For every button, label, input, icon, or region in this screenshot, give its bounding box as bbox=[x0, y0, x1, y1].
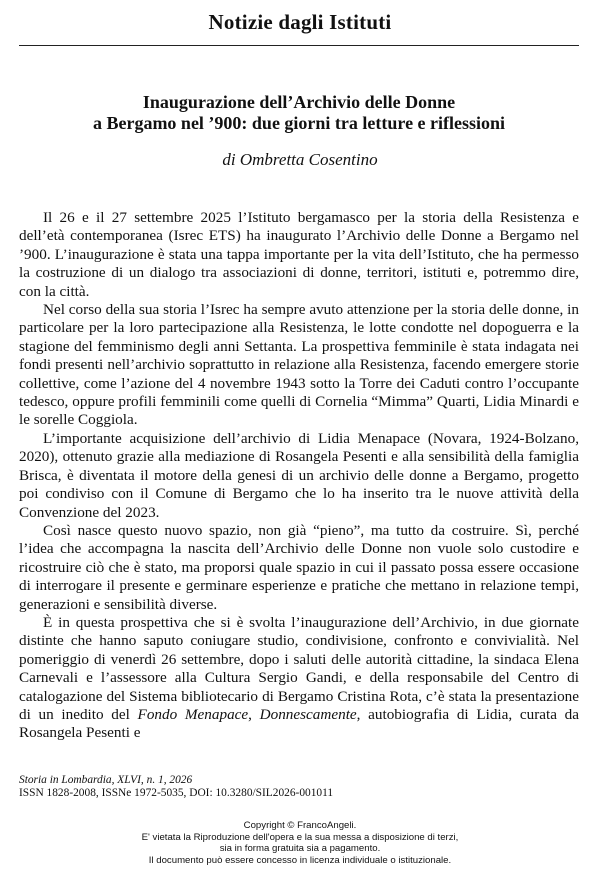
article-title-line-2: a Bergamo nel ’900: due giorni tra letture e riflessioni bbox=[92, 113, 506, 133]
paragraph: Nel corso della sua storia l’Isrec ha sempre avuto attenzione per la storia delle donne, in particolare per la loro partecipazione alla Resistenza, le lotte condotte nel dopoguerra e la stagione del femminismo degli anni Settanta. La prospettiva femminile è stata indagata nei fondi presenti nell’archivio soprattutto in relazione alla Resistenza, facendo emergere storie collettive, come l’azione del 4 novembre 1943 sotto la Torre dei Caduti contro l’occupante tedesco, oppure profili femminili come quelli di Cornelia “Mimma” Quarti, Lidia Minardi e le sorelle Coggiola. bbox=[19, 301, 579, 429]
copyright-line: Copyright © FrancoAngeli. bbox=[243, 820, 357, 831]
author-byline: di Ombretta Cosentino bbox=[222, 150, 378, 169]
copyright-line: sia in forma gratuita sia a pagamento. bbox=[219, 843, 381, 855]
paragraph-text: , autobiografia di Lidia, curata da Rosangela Pesenti e bbox=[19, 705, 580, 742]
copyright-notice bbox=[0, 820, 600, 866]
citation-footer bbox=[19, 774, 579, 800]
copyright-line: E' vietata la Riproduzione dell'opera e la sua messa a disposizione di terzi, bbox=[141, 831, 459, 843]
paragraph-text: , bbox=[248, 705, 260, 723]
paragraph: L’importante acquisizione dell’archivio di Lidia Menapace (Novara, 1924-Bolzano, 2020), ottenuto grazie alla mediazione di Rosangela Pesenti e alla sensibilità della famiglia Brisca, è diventata il motore della genesi di un archivio delle donne a Bergamo, progetto poi condiviso con il Comune di Bergamo che lo ha inserito tra le nuove attività della Convenzione del 2023. bbox=[19, 429, 579, 521]
paragraph-text: È in questa prospettiva che si è svolta l’inaugurazione dell’Archivio, in due giornate distinte che hanno saputo coniugare studio, condivisione, confronto e convivialità. Nel pomeriggio di venerdì 26 settembre, dopo i saluti delle autorità cittadine, la sindaca Elena Carnevali e l’assessore alla Cultura Sergio Gandi, e della responsabile del Centro di catalogazione del Sistema bibliotecario di Bergamo Cristina Rota, c’è stata la presentazione di un inedito del bbox=[19, 613, 579, 723]
article-title-line-1: Inaugurazione dell’Archivio delle Donne bbox=[142, 92, 456, 112]
copyright-line: Il documento può essere concesso in licenza individuale o istituzionale. bbox=[148, 854, 452, 866]
journal-citation: Storia in Lombardia, XLVI, n. 1, 2026 bbox=[19, 774, 193, 786]
article-title bbox=[19, 92, 579, 134]
issn-doi: ISSN 1828-2008, ISSNe 1972-5035, DOI: 10.3280/SIL2026-001011 bbox=[19, 787, 334, 799]
italic-fund-name: Fondo Menapace bbox=[137, 705, 249, 723]
header-divider bbox=[19, 45, 579, 46]
paragraph bbox=[19, 614, 579, 743]
paragraph: Il 26 e il 27 settembre 2025 l’Istituto bergamasco per la storia della Resistenza e dell’età contemporanea (Isrec ETS) ha inaugurato l’Archivio delle Donne a Bergamo nel ’900. L’inaugurazione è stata una tappa importante per la vita dell’Istituto, che ha permesso la costruzione di un dialogo tra associazioni di donne, territori, istituti e, potremmo dire, con la città. bbox=[19, 209, 579, 300]
paragraph: Così nasce questo nuovo spazio, non già “pieno”, ma tutto da costruire. Sì, perché l’idea che accompagna la nascita dell’Archivio delle Donne non vuole solo custodire e ricostruire ciò che è stato, ma proporsi quale spazio in cui il passato possa essere occasione di interrogare il presente e germinare esperienze e pratiche che mettano in relazione tempi, generazioni e sensibilità diverse. bbox=[19, 521, 579, 613]
section-title: Notizie dagli Istituti bbox=[208, 10, 392, 34]
italic-book-title: Donnescamente bbox=[259, 705, 357, 723]
article-body bbox=[19, 209, 579, 743]
